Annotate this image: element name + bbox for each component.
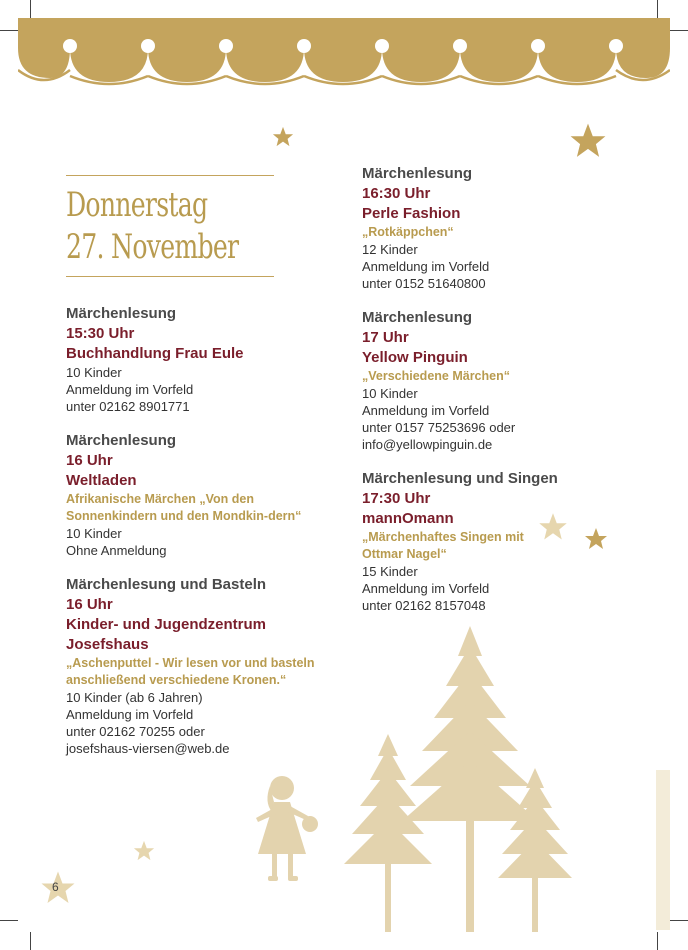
crop-mark bbox=[30, 932, 31, 950]
page-number: 6 bbox=[52, 880, 59, 894]
event-detail: Anmeldung im Vorfeld bbox=[66, 382, 194, 397]
event-entry bbox=[362, 308, 642, 453]
event-detail: 15 Kinder bbox=[362, 564, 418, 579]
event-location: Weltladen bbox=[66, 472, 137, 489]
event-entry bbox=[362, 469, 642, 614]
crop-mark bbox=[0, 920, 18, 921]
event-type: Märchenlesung bbox=[66, 432, 177, 449]
crop-mark bbox=[657, 932, 658, 950]
crop-mark bbox=[657, 0, 658, 18]
left-column bbox=[66, 304, 326, 773]
event-title: „Märchenhaftes Singen mit Ottmar Nagel“ bbox=[362, 530, 524, 561]
event-time: 16 Uhr bbox=[66, 452, 113, 469]
page-heading bbox=[66, 184, 258, 268]
event-detail: 10 Kinder bbox=[66, 526, 122, 541]
event-time: 17:30 Uhr bbox=[362, 490, 431, 507]
event-detail: Ohne Anmeldung bbox=[66, 543, 167, 558]
event-detail: 12 Kinder bbox=[362, 242, 418, 257]
event-title: „Aschenputtel - Wir lesen vor und basteln anschließend verschiedene Kronen.“ bbox=[66, 656, 315, 687]
event-entry bbox=[66, 575, 326, 757]
event-detail: unter 0152 51640800 bbox=[362, 276, 486, 291]
event-detail: 10 Kinder bbox=[66, 365, 122, 380]
right-column bbox=[362, 164, 642, 630]
heading-day: Donnerstag bbox=[66, 185, 208, 225]
fir-tree-icon bbox=[344, 734, 432, 932]
event-detail: Anmeldung im Vorfeld bbox=[66, 707, 194, 722]
event-detail: Anmeldung im Vorfeld bbox=[362, 259, 490, 274]
event-location: Kinder- und Jugendzentrum Josefshaus bbox=[66, 616, 266, 653]
event-type: Märchenlesung bbox=[362, 309, 473, 326]
event-detail: unter 02162 70255 oder bbox=[66, 724, 205, 739]
star-icon bbox=[133, 840, 155, 862]
scalloped-border-icon bbox=[18, 18, 670, 90]
event-location: mannOmann bbox=[362, 510, 454, 527]
event-time: 16:30 Uhr bbox=[362, 185, 431, 202]
event-detail: info@yellowpinguin.de bbox=[362, 437, 493, 452]
crop-mark bbox=[670, 920, 688, 921]
event-title: „Verschiedene Märchen“ bbox=[362, 369, 510, 383]
crop-mark bbox=[0, 30, 18, 31]
event-detail: Anmeldung im Vorfeld bbox=[362, 403, 490, 418]
event-location: Yellow Pinguin bbox=[362, 349, 468, 366]
event-detail: 10 Kinder (ab 6 Jahren) bbox=[66, 690, 203, 705]
star-icon bbox=[272, 126, 294, 148]
event-title: Afrikanische Märchen „Von den Sonnenkindern und den Mondkin-dern“ bbox=[66, 492, 302, 523]
event-time: 17 Uhr bbox=[362, 329, 409, 346]
event-time: 16 Uhr bbox=[66, 596, 113, 613]
event-detail: Anmeldung im Vorfeld bbox=[362, 581, 490, 596]
fir-tree-icon bbox=[498, 768, 572, 932]
girl-silhouette-icon bbox=[244, 772, 324, 884]
event-entry bbox=[66, 304, 326, 415]
side-strip bbox=[656, 770, 670, 930]
heading-date: 27. November bbox=[66, 227, 239, 267]
event-type: Märchenlesung bbox=[362, 165, 473, 182]
event-location: Perle Fashion bbox=[362, 205, 461, 222]
event-type: Märchenlesung und Basteln bbox=[66, 576, 267, 593]
event-detail: unter 0157 75253696 oder bbox=[362, 420, 516, 435]
event-detail: unter 02162 8157048 bbox=[362, 598, 486, 613]
event-detail: josefshaus-viersen@web.de bbox=[66, 741, 230, 756]
heading-bottom-rule bbox=[66, 276, 274, 277]
heading-top-rule bbox=[66, 175, 274, 176]
event-time: 15:30 Uhr bbox=[66, 325, 135, 342]
event-location: Buchhandlung Frau Eule bbox=[66, 345, 244, 362]
star-icon bbox=[569, 122, 607, 160]
crop-mark bbox=[30, 0, 31, 18]
event-entry bbox=[362, 164, 642, 292]
event-entry bbox=[66, 431, 326, 559]
event-title: „Rotkäppchen“ bbox=[362, 225, 454, 239]
event-detail: unter 02162 8901771 bbox=[66, 399, 190, 414]
crop-mark bbox=[670, 30, 688, 31]
event-type: Märchenlesung bbox=[66, 305, 177, 322]
event-detail: 10 Kinder bbox=[362, 386, 418, 401]
event-type: Märchenlesung und Singen bbox=[362, 470, 558, 487]
